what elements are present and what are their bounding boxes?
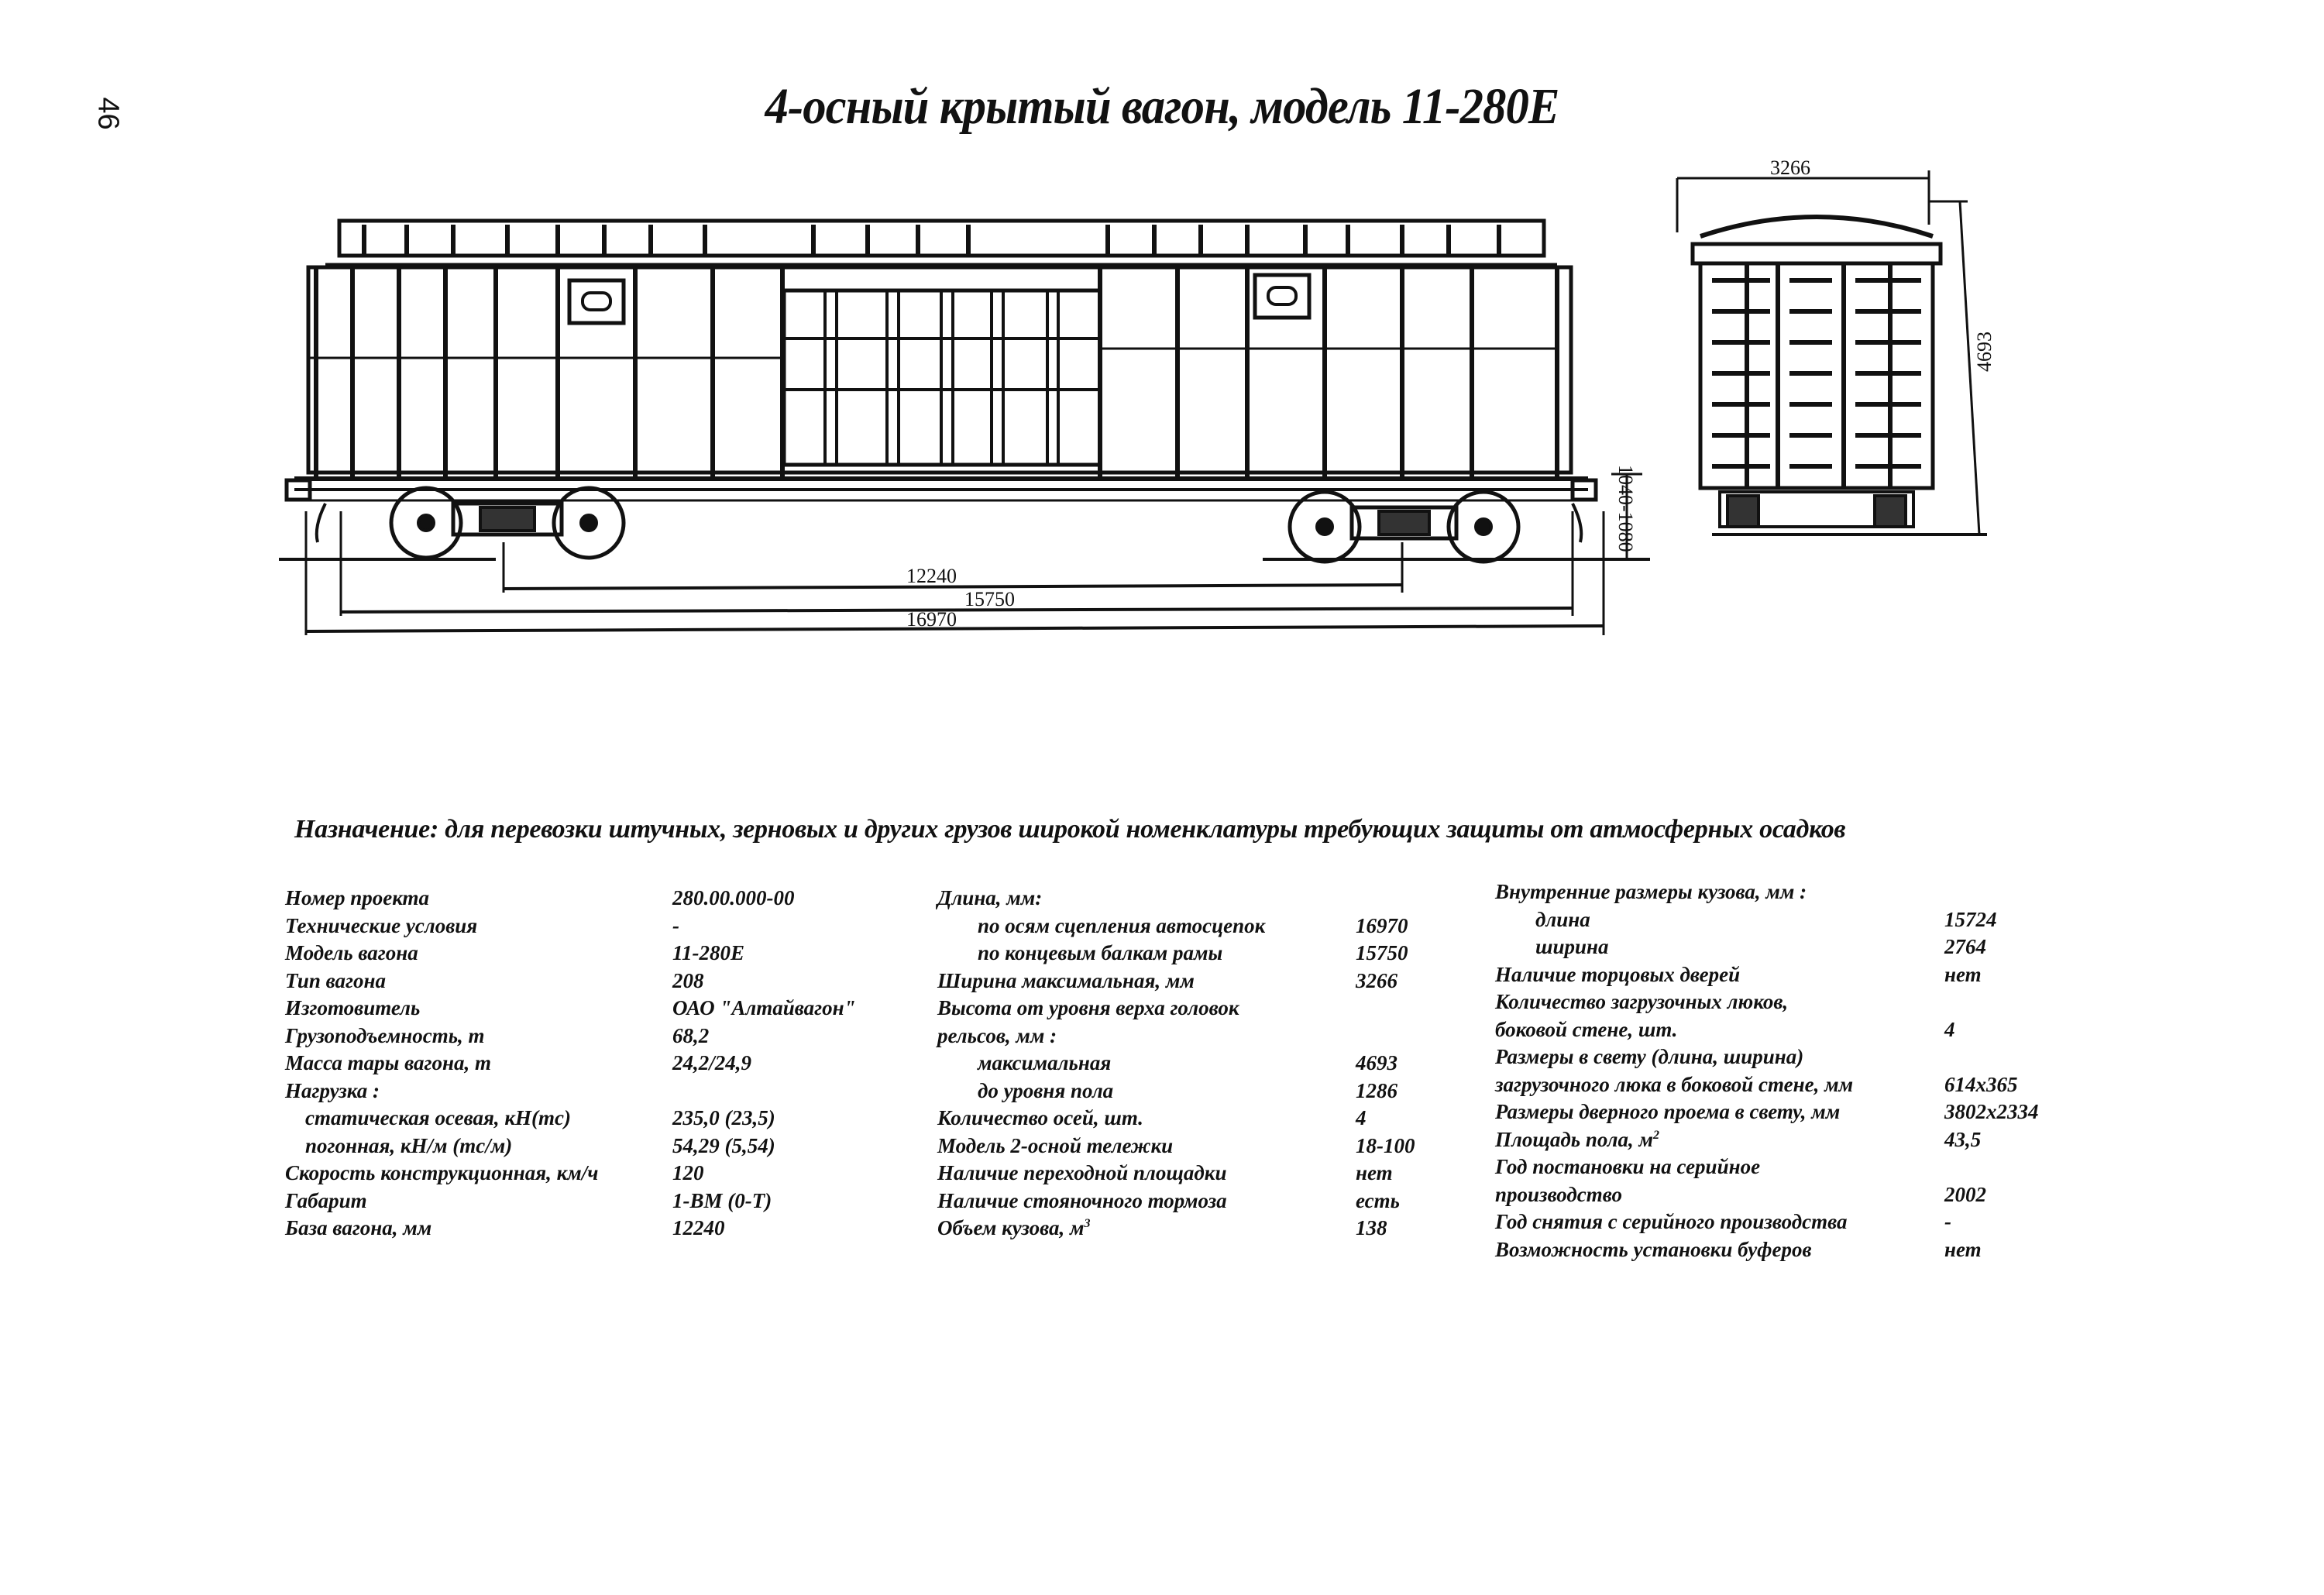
spec-value: 2002 bbox=[1944, 1182, 1986, 1206]
spec-label: до уровня пола bbox=[978, 1078, 1114, 1102]
spec-value: нет bbox=[1944, 1237, 1982, 1261]
spec-label: Изготовитель bbox=[285, 996, 421, 1019]
spec-label: Год снятия с серийного производства bbox=[1495, 1210, 1848, 1233]
spec-label: Модель вагона bbox=[285, 941, 418, 964]
spec-value: 138 bbox=[1356, 1216, 1387, 1239]
spec-value: - bbox=[1944, 1210, 1951, 1233]
spec-label: Наличие переходной площадки bbox=[937, 1161, 1227, 1184]
spec-value: 614x365 bbox=[1944, 1072, 2018, 1096]
spec-value: 3266 bbox=[1356, 968, 1397, 992]
spec-label: рельсов, мм : bbox=[937, 1023, 1057, 1047]
spec-label-superscript: 2 bbox=[1653, 1128, 1660, 1142]
dimension-frame-length: 15750 bbox=[964, 588, 1015, 610]
spec-label: Наличие торцовых дверей bbox=[1495, 962, 1741, 986]
spec-value: 24,2/24,9 bbox=[672, 1051, 752, 1074]
spec-label: Размеры в свету (длина, ширина) bbox=[1495, 1045, 1804, 1068]
spec-value: нет bbox=[1944, 962, 1982, 986]
side-view bbox=[279, 221, 1650, 635]
spec-value: 1-ВМ (0-Т) bbox=[672, 1188, 772, 1212]
spec-value: 68,2 bbox=[672, 1023, 710, 1047]
dimension-width: 3266 bbox=[1770, 156, 1810, 179]
spec-label: статическая осевая, кН(тс) bbox=[305, 1106, 572, 1129]
spec-label: Масса тары вагона, т bbox=[285, 1051, 491, 1074]
spec-label: Площадь пола, $м^2$ bbox=[1495, 1127, 1660, 1151]
spec-value: 54,29 (5,54) bbox=[672, 1133, 775, 1157]
spec-label: Количество загрузочных люков, bbox=[1495, 990, 1789, 1013]
spec-label: Модель 2-осной тележки bbox=[937, 1133, 1174, 1157]
spec-value: ОАО "Алтайвагон" bbox=[672, 996, 856, 1019]
spec-label: Возможность установки буферов bbox=[1495, 1237, 1812, 1261]
spec-label: Нагрузка : bbox=[285, 1078, 380, 1102]
bogie-left bbox=[391, 488, 624, 558]
spec-value: 43,5 bbox=[1944, 1127, 1982, 1151]
spec-label: База вагона, мм bbox=[285, 1216, 432, 1239]
spec-label: по концевым балкам рамы bbox=[978, 941, 1223, 964]
dimension-coupler-height: 1040-1080 bbox=[1614, 465, 1637, 552]
spec-label: Внутренние размеры кузова, мм : bbox=[1495, 880, 1807, 903]
spec-label: Наличие стояночного тормоза bbox=[937, 1188, 1227, 1212]
spec-value: 1286 bbox=[1356, 1078, 1397, 1102]
spec-label: максимальная bbox=[978, 1051, 1112, 1074]
spec-value: 120 bbox=[672, 1161, 704, 1184]
spec-value: 18-100 bbox=[1356, 1133, 1415, 1157]
boxcar-drawing bbox=[0, 0, 2324, 697]
spec-value: есть bbox=[1356, 1188, 1400, 1212]
spec-value: 4 bbox=[1944, 1017, 1955, 1041]
dimension-height: 4693 bbox=[1973, 332, 1996, 372]
spec-label: погонная, кН/м (тс/м) bbox=[305, 1133, 513, 1157]
spec-label: ширина bbox=[1535, 935, 1609, 958]
purpose-text: Назначение: для перевозки штучных, зерновых и других грузов широкой номенклатуры требующих защиты от атмосферных осадков bbox=[294, 815, 1846, 844]
spec-value: 15750 bbox=[1356, 941, 1408, 964]
spec-value: 15724 bbox=[1944, 907, 1997, 931]
spec-value: 4693 bbox=[1356, 1051, 1397, 1074]
spec-label: Грузоподъемность, т bbox=[285, 1023, 485, 1047]
spec-value: 3802x2334 bbox=[1944, 1100, 2039, 1123]
spec-label: длина bbox=[1535, 907, 1590, 931]
spec-value: 235,0 (23,5) bbox=[672, 1106, 775, 1129]
spec-label-superscript: 3 bbox=[1084, 1217, 1091, 1230]
spec-label: Длина, мм: bbox=[937, 886, 1043, 909]
bogie-right bbox=[1290, 492, 1518, 562]
spec-value: - bbox=[672, 913, 679, 937]
page-number: 46 bbox=[91, 97, 125, 130]
spec-label: загрузочного люка в боковой стене, мм bbox=[1495, 1072, 1854, 1096]
spec-label: Номер проекта bbox=[285, 886, 430, 909]
spec-label: производство bbox=[1495, 1182, 1623, 1206]
spec-label: Технические условия bbox=[285, 913, 478, 937]
dimension-wheelbase: 12240 bbox=[906, 565, 957, 587]
spec-label: Количество осей, шт. bbox=[937, 1106, 1143, 1129]
spec-label: по осям сцепления автосцепок bbox=[978, 913, 1266, 937]
spec-value: 4 bbox=[1356, 1106, 1367, 1129]
spec-value: 2764 bbox=[1944, 935, 1986, 958]
spec-label: боковой стене, шт. bbox=[1495, 1017, 1678, 1041]
spec-label: Объем кузова, $м^3$ bbox=[937, 1216, 1091, 1239]
spec-value: нет bbox=[1356, 1161, 1393, 1184]
spec-value: 11-280Е bbox=[672, 941, 745, 964]
spec-label: Скорость конструкционная, км/ч bbox=[285, 1161, 599, 1184]
dimension-coupler-length: 16970 bbox=[906, 608, 957, 631]
spec-value: 280.00.000-00 bbox=[672, 886, 795, 909]
spec-value: 208 bbox=[672, 968, 704, 992]
spec-value: 16970 bbox=[1356, 913, 1408, 937]
spec-label: Год постановки на серийное bbox=[1495, 1155, 1761, 1178]
spec-label: Тип вагона bbox=[285, 968, 386, 992]
page-title: 4-осный крытый вагон, модель 11-280Е bbox=[765, 78, 1559, 135]
spec-label: Высота от уровня верха головок bbox=[937, 996, 1239, 1019]
spec-label: Размеры дверного проема в свету, мм bbox=[1495, 1100, 1841, 1123]
spec-label: Габарит bbox=[285, 1188, 367, 1212]
end-view bbox=[1677, 170, 1987, 535]
spec-value: 12240 bbox=[672, 1216, 725, 1239]
spec-label: Ширина максимальная, мм bbox=[937, 968, 1195, 992]
